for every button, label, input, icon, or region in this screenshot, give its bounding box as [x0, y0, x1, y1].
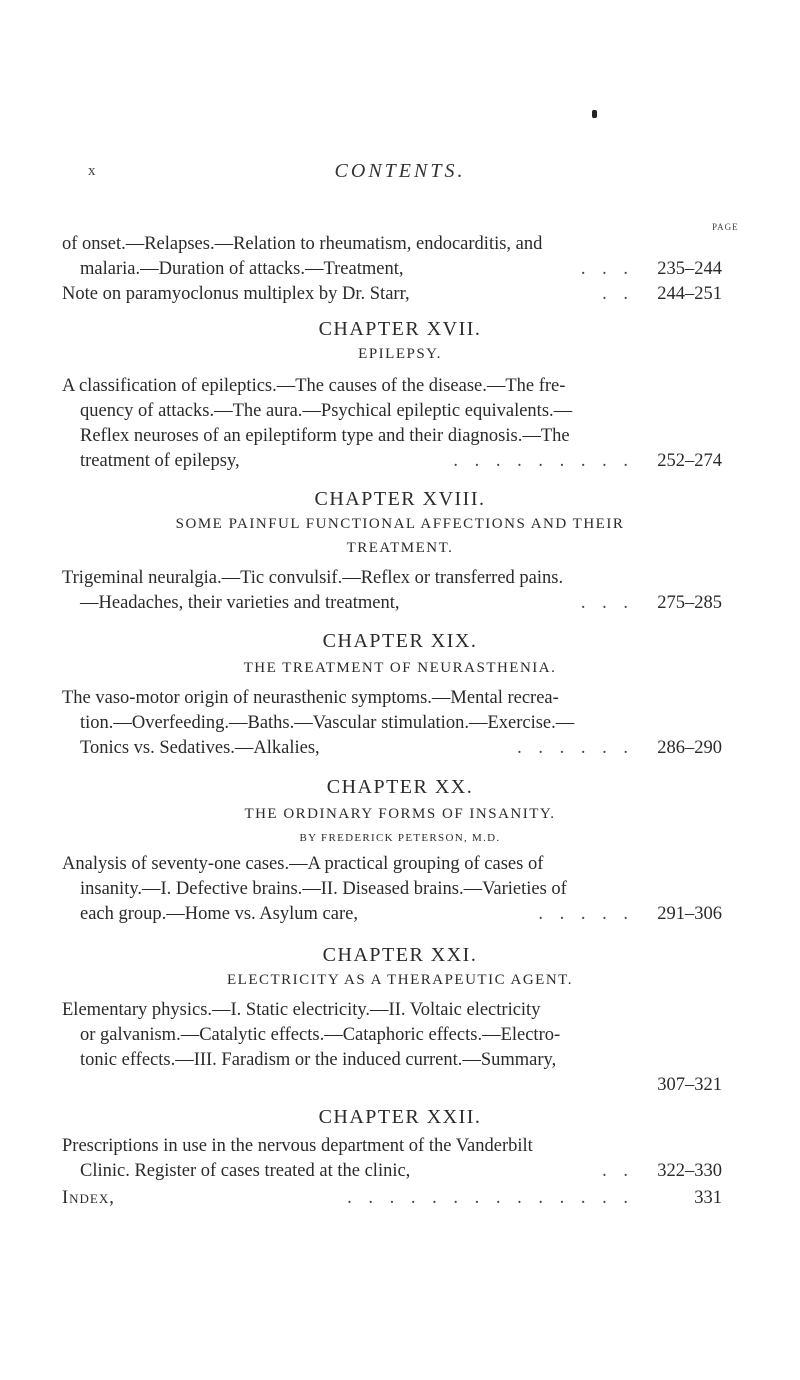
entry-line: The vaso-motor origin of neurasthenic symptoms.—Mental recrea-: [62, 688, 559, 708]
page-range: 252–274: [657, 451, 722, 471]
entry-line: Analysis of seventy-one cases.—A practical grouping of cases of: [62, 854, 544, 874]
contents-entry-xxii: [62, 1134, 722, 1184]
contents-entry-xviii: [62, 566, 722, 616]
page-range: 235–244: [657, 259, 722, 279]
entry-line: insanity.—I. Defective brains.—II. Diseased brains.—Varieties of: [80, 879, 567, 899]
contents-entry-xx: [62, 852, 722, 927]
entry-line: tonic effects.—III. Faradism or the induced current.—Summary,: [80, 1050, 557, 1070]
entry-line: quency of attacks.—The aura.—Psychical epileptic equivalents.—: [80, 401, 573, 421]
entry-line: [62, 1073, 722, 1098]
entry-line: of onset.—Relapses.—Relation to rheumatism, endocarditis, and: [62, 234, 543, 254]
contents-entry-xxi: [62, 998, 722, 1098]
entry-line: Tonics vs. Sedatives.—Alkalies, . . . . . . 286–290: [62, 736, 722, 761]
entry-line: tion.—Overfeeding.—Baths.—Vascular stimulation.—Exercise.—: [80, 713, 575, 733]
chapter-subtitle: THE TREATMENT OF NEURASTHENIA.: [243, 660, 557, 676]
entry-line: each group.—Home vs. Asylum care, . . . . . 291–306: [62, 902, 722, 927]
entry-line: Index, . . . . . . . . . . . . . . 331: [62, 1186, 722, 1211]
chapter-heading: CHAPTER XXI.: [322, 944, 478, 966]
index-label: Index,: [62, 1188, 115, 1208]
page-number: x: [88, 163, 96, 179]
entry-line: or galvanism.—Catalytic effects.—Cataphoric effects.—Electro-: [80, 1025, 561, 1045]
chapter-subtitle: TREATMENT.: [346, 540, 454, 556]
chapter-subtitle: EPILEPSY.: [358, 346, 442, 362]
chapter-subtitle: ELECTRICITY AS A THERAPEUTIC AGENT.: [227, 972, 573, 988]
contents-entry-xvii: [62, 374, 722, 474]
entry-line: Trigeminal neuralgia.—Tic convulsif.—Reflex or transferred pains.: [62, 568, 564, 588]
entry-line: malaria.—Duration of attacks.—Treatment, . . . 235–244: [62, 257, 722, 282]
chapter-heading: CHAPTER XVIII.: [314, 488, 486, 510]
chapter-subtitle: SOME PAINFUL FUNCTIONAL AFFECTIONS AND THEIR: [175, 516, 625, 532]
entry-line: —Headaches, their varieties and treatment, . . . 275–285: [62, 591, 722, 616]
page-range: 291–306: [657, 904, 722, 924]
page-range: 275–285: [657, 593, 722, 613]
entry-line: Prescriptions in use in the nervous department of the Vanderbilt: [62, 1136, 533, 1156]
page-header: [0, 160, 800, 188]
entry-line: treatment of epilepsy, . . . . . . . . . 252–274: [62, 449, 722, 474]
entry-line: Elementary physics.—I. Static electricity.—II. Voltaic electricity: [62, 1000, 541, 1020]
page-range: 322–330: [657, 1161, 722, 1181]
page-range: 244–251: [657, 284, 722, 304]
entry-line: A classification of epileptics.—The causes of the disease.—The fre-: [62, 376, 566, 396]
chapter-heading: CHAPTER XXII.: [318, 1106, 482, 1128]
entry-line: Clinic. Register of cases treated at the clinic, . . 322–330: [62, 1159, 722, 1184]
chapter-heading: CHAPTER XX.: [326, 776, 474, 798]
entry-line: Reflex neuroses of an epileptiform type and their diagnosis.—The: [80, 426, 570, 446]
page-range: 307–321: [657, 1075, 722, 1095]
contents-entry-xix: [62, 686, 722, 761]
chapter-heading: CHAPTER XIX.: [322, 630, 478, 652]
chapter-byline: BY FREDERICK PETERSON, M.D.: [299, 832, 501, 844]
page-range: 331: [694, 1188, 722, 1208]
page-range: 286–290: [657, 738, 722, 758]
entry-line: Note on paramyoclonus multiplex by Dr. Starr, . . 244–251: [62, 282, 722, 307]
running-head: CONTENTS.: [334, 160, 466, 182]
page-column-label: PAGE: [712, 222, 739, 232]
chapter-heading: CHAPTER XVII.: [318, 318, 482, 340]
ink-speck: [592, 110, 597, 118]
contents-entry-xvi-continued: [62, 232, 722, 307]
contents-entry-index: [62, 1186, 722, 1211]
chapter-subtitle: THE ORDINARY FORMS OF INSANITY.: [244, 806, 556, 822]
